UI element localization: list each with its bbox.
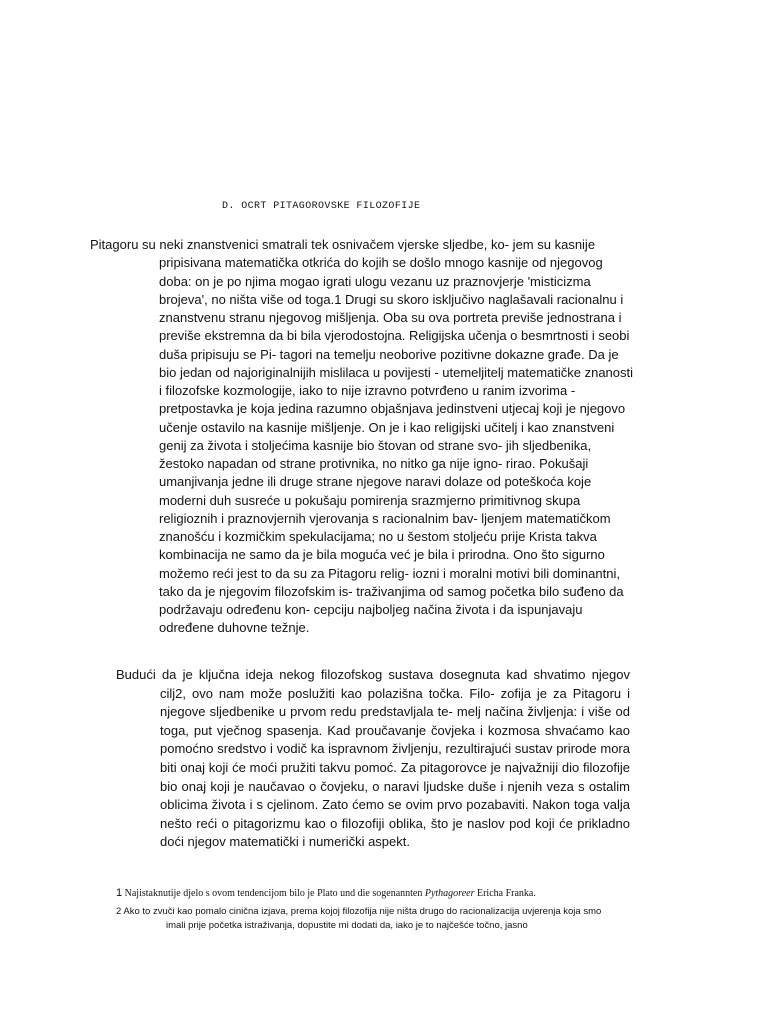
footnote-1-text: Najistaknutije djelo s ovom tendencijom bilo je Plato und die sogenannten [124,888,423,899]
footnote-1-book-title: Pythagoreer [424,888,475,899]
footnote-1 [116,886,596,901]
body-paragraph-1: Pitagoru su neki znanstvenici smatrali tek osnivačem vjerske sljedbe, ko- jem su kasnije pripisivana matematička otkrića do kojih se došlo mnogo kasnije od njegovog doba: on je po njima mogao igrati ulogu vezanu uz praznovjerje 'misticizma brojeva', no ništa više od toga.1 Drugi su skoro isključivo naglašavali racionalnu i znanstvenu stranu njegovog mišljenja. Oba su ova portreta previše jednostrana i previše ekstremna da bi bila vjerodostojna. Religijska učenja o besmrtnosti i seobi duša pripisuju se Pi- tagori na temelju neoborive pozitivne dokazne građe. Da je bio jedan od najoriginalnijih mislilaca u povijesti - utemeljitelj matematičke znanosti i filozofske kozmologije, iako to nije izravno potvrđeno u ranim izvorima - pretpostavka je koja jedina razumno objašnjava jedinstveni utjecaj koji je njegovo učenje ostavilo na kasnije mišljenje. On je i kao religijski učitelj i kao znanstveni genij za života i stoljećima kasnije bio štovan od strane svo- jih sljedbenika, žestoko napadan od strane protivnika, no nitko ga nije igno- rirao. Pokušaji umanjivanja jedne ili druge strane njegove naravi dolaze od poteškoća koje moderni duh susreće u pokušaju pomirenja srazmjerno primitivnog skupa religioznih i praznovjernih vjerovanja s racionalnim bav- ljenjem matematičkom znanošću i kozmičkim spekulacijama; no u šestom stoljeću prije Krista takva kombinacija ne samo da je bila moguća već je bila i prirodna. Ono što sigurno možemo reći jest to da su za Pitagoru relig- iozni i moralni motivi bili dominantni, tako da je njegovim filozofskim is- traživanjima od samog početka bilo suđeno da podržavaju određenu kon- cepciju najboljeg načina života i da ispunjavaju određene duhovne težnje. [90,237,634,636]
section-heading: D. OCRT PITAGOROVSKE FILOZOFIJE [222,201,421,212]
footnote-1-author: Ericha Franka. [476,888,536,899]
footnote-2: 2 Ako to zvuči kao pomalo cinična izjava, prema kojoj filozofija nije ništa drugo do racionalizacija uvjerenja koja smo imali prije početka istraživanja, dopustite mi dodati da, iako je to najčešće točno, jasno [116,906,602,931]
footnote-1-mark: 1 [116,887,123,899]
body-paragraph-2: Budući da je ključna ideja nekog filozofskog sustava dosegnuta kad shvatimo njegov cilj2, ovo nam može poslužiti kao polazišna točka. Filo- zofija je za Pitagoru i njegove sljedbenike u prvom redu predstavljala te- melj načina življenja: i više od toga, put vječnog spasenja. Kad proučavanje čovjeka i kozmosa shvaćamo kao pomoćno sredstvo i vodič ka ispravnom življenju, rezultirajući sustav prirode mora biti onaj koji će moći pružiti takvu pomoć. Za pitagorovce je najvažniji dio filozofije bio onaj koji je naučavao o čovjeku, o naravi ljudske duše i njenih veza s ostalim oblicima života i s cjelinom. Zato ćemo se ovim prvo pozabaviti. Nakon toga valja nešto reći o pitagorizmu kao o filozofiji oblika, što je naslov pod koji će prikladno doći njegov matematički i numerički aspekt. [116,667,630,850]
